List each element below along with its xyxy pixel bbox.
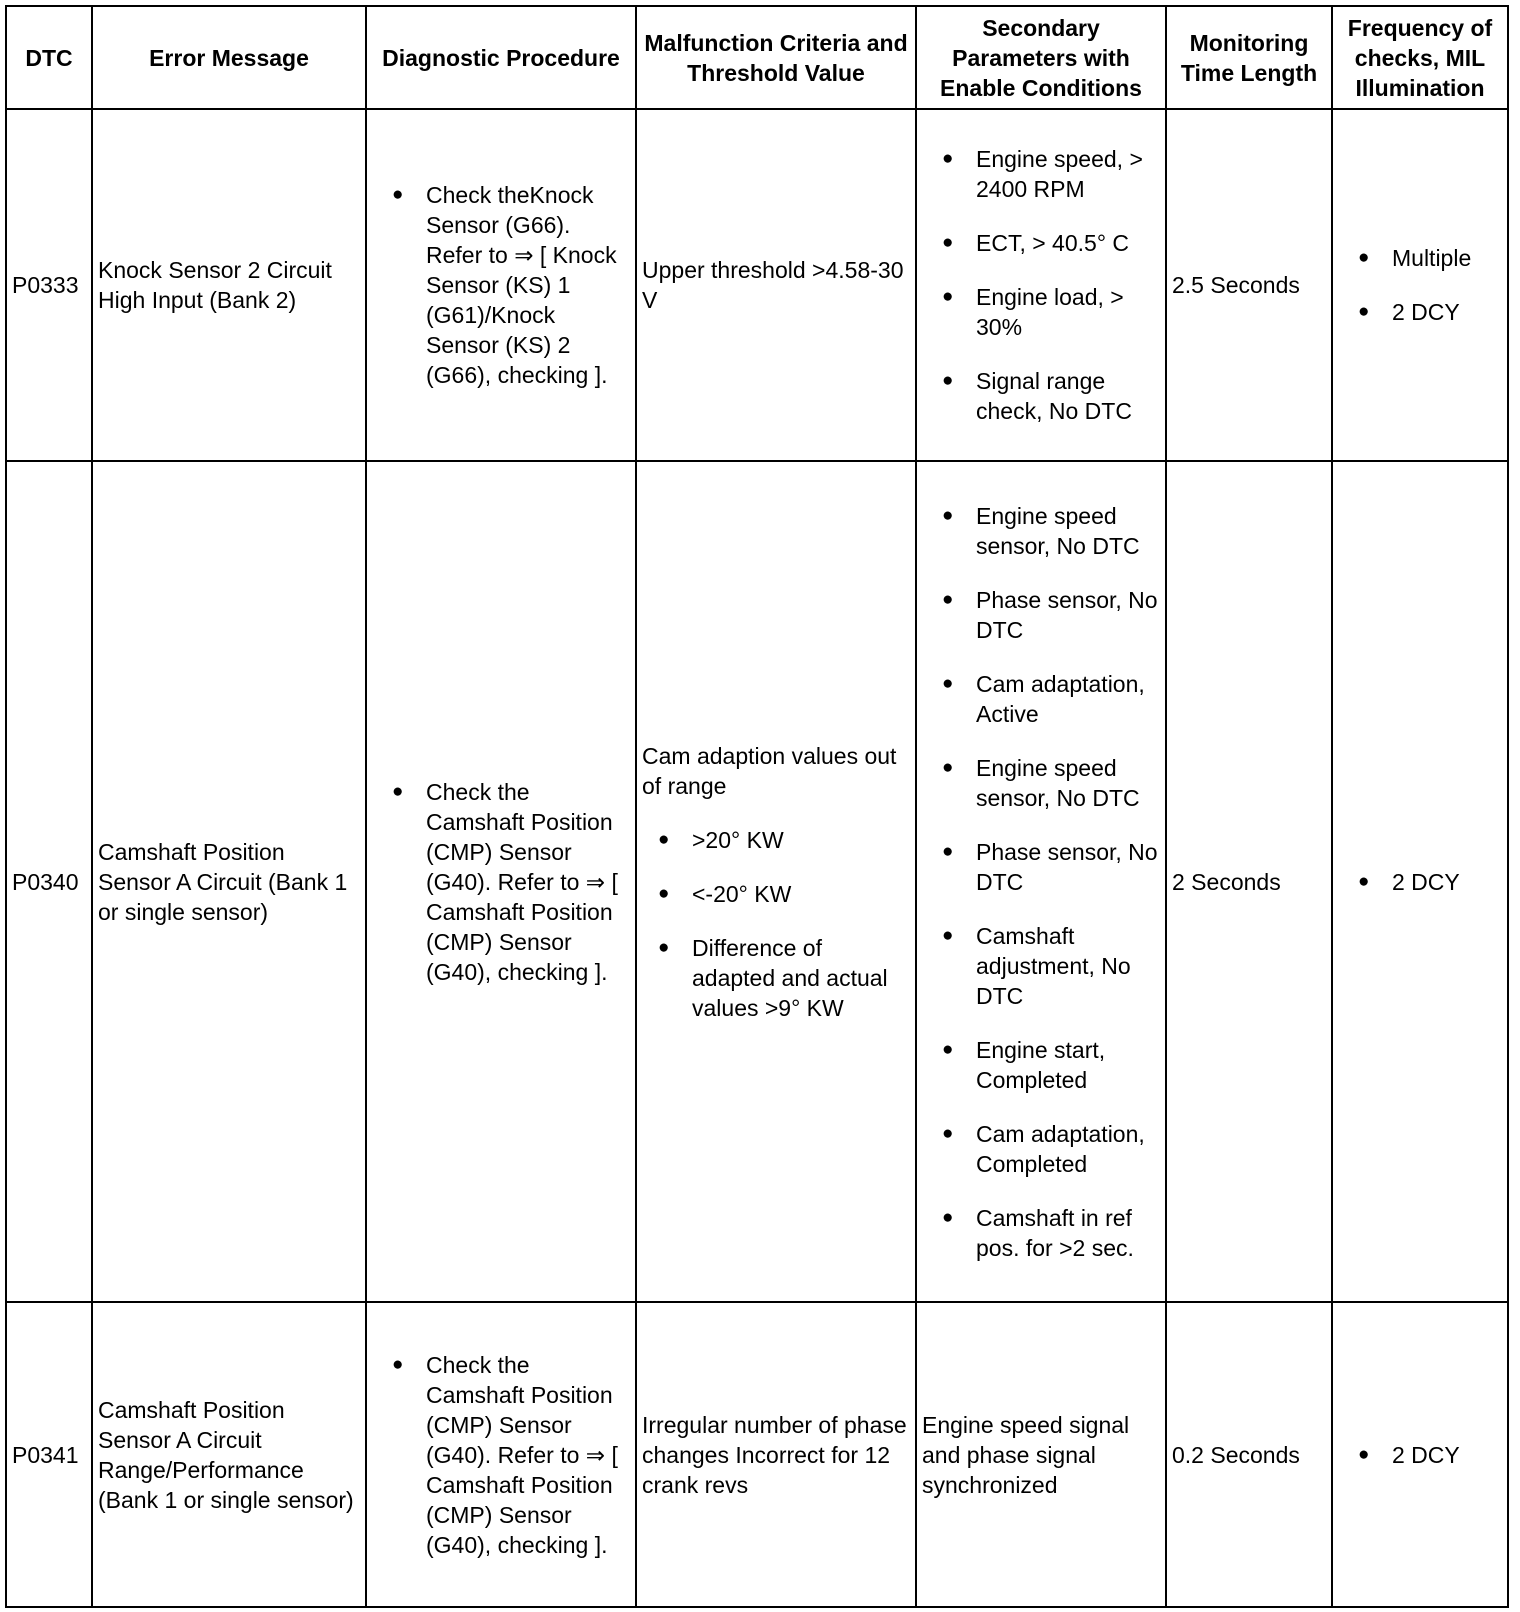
secondary-item: ● Cam adaptation, Active: [922, 669, 1160, 729]
error-message: Knock Sensor 2 Circuit High Input (Bank 2): [92, 109, 366, 461]
table-row: [6, 109, 1508, 461]
header-malfunction-criteria: Malfunction Criteria and Threshold Value: [636, 6, 916, 109]
malfunction-criteria: Upper threshold >4.58-30 V: [636, 109, 916, 461]
frequency-item: ● 2 DCY: [1338, 1440, 1502, 1470]
frequency-item: ● 2 DCY: [1338, 297, 1502, 327]
secondary-item: ● Cam adaptation, Completed: [922, 1119, 1160, 1179]
error-message: Camshaft Position Sensor A Circuit Range/Performance (Bank 1 or single sensor): [92, 1302, 366, 1607]
secondary-item: ● Camshaft adjustment, No DTC: [922, 921, 1160, 1011]
secondary-item: ● Engine speed sensor, No DTC: [922, 501, 1160, 561]
header-secondary-parameters: Secondary Parameters with Enable Conditions: [916, 6, 1166, 109]
header-error-message: Error Message: [92, 6, 366, 109]
dtc-code: P0340: [6, 461, 92, 1302]
dtc-code: P0333: [6, 109, 92, 461]
secondary-parameters: Engine speed signal and phase signal synchronized: [916, 1302, 1166, 1607]
secondary-item: ● Phase sensor, No DTC: [922, 837, 1160, 897]
secondary-parameters: [916, 109, 1166, 461]
header-monitoring-time: Monitoring Time Length: [1166, 6, 1332, 109]
procedure-item: ● Check theKnock Sensor (G66). Refer to ⇒ [ Knock Sensor (KS) 1 (G61)/Knock Sensor (KS) 2 (G66), checking ].: [372, 180, 630, 390]
secondary-item: ● Phase sensor, No DTC: [922, 585, 1160, 645]
monitoring-time: 2.5 Seconds: [1166, 109, 1332, 461]
secondary-parameters: [916, 461, 1166, 1302]
criteria-item: ● >20° KW: [642, 825, 910, 855]
malfunction-criteria: [636, 461, 916, 1302]
dtc-code: P0341: [6, 1302, 92, 1607]
procedure-item: ● Check the Camshaft Position (CMP) Sensor (G40). Refer to ⇒ [ Camshaft Position (CMP) Sensor (G40), checking ].: [372, 1350, 630, 1560]
diagnostic-procedure: [366, 461, 636, 1302]
frequency-item: ● Multiple: [1338, 243, 1502, 273]
secondary-item: ● Engine start, Completed: [922, 1035, 1160, 1095]
secondary-item: ● Engine speed, > 2400 RPM: [922, 144, 1160, 204]
diagnostic-procedure: [366, 1302, 636, 1607]
malfunction-criteria: Irregular number of phase changes Incorrect for 12 crank revs: [636, 1302, 916, 1607]
frequency: [1332, 461, 1508, 1302]
frequency: [1332, 109, 1508, 461]
monitoring-time: 2 Seconds: [1166, 461, 1332, 1302]
diagnostic-procedure: [366, 109, 636, 461]
monitoring-time: 0.2 Seconds: [1166, 1302, 1332, 1607]
header-dtc: DTC: [6, 6, 92, 109]
frequency: [1332, 1302, 1508, 1607]
header-diagnostic-procedure: Diagnostic Procedure: [366, 6, 636, 109]
criteria-item: ● Difference of adapted and actual values >9° KW: [642, 933, 910, 1023]
dtc-table: [5, 5, 1509, 1608]
criteria-item: ● <-20° KW: [642, 879, 910, 909]
secondary-item: ● Camshaft in ref pos. for >2 sec.: [922, 1203, 1160, 1263]
frequency-item: ● 2 DCY: [1338, 867, 1502, 897]
table-row: [6, 1302, 1508, 1607]
procedure-item: ● Check the Camshaft Position (CMP) Sensor (G40). Refer to ⇒ [ Camshaft Position (CMP) Sensor (G40), checking ].: [372, 777, 630, 987]
secondary-item: ● Engine speed sensor, No DTC: [922, 753, 1160, 813]
secondary-item: ● Engine load, > 30%: [922, 282, 1160, 342]
table-header-row: [6, 6, 1508, 109]
criteria-intro: Cam adaption values out of range: [642, 742, 897, 799]
error-message: Camshaft Position Sensor A Circuit (Bank 1 or single sensor): [92, 461, 366, 1302]
header-frequency: Frequency of checks, MIL Illumination: [1332, 6, 1508, 109]
secondary-item: ● Signal range check, No DTC: [922, 366, 1160, 426]
table-row: [6, 461, 1508, 1302]
secondary-item: ● ECT, > 40.5° C: [922, 228, 1160, 258]
